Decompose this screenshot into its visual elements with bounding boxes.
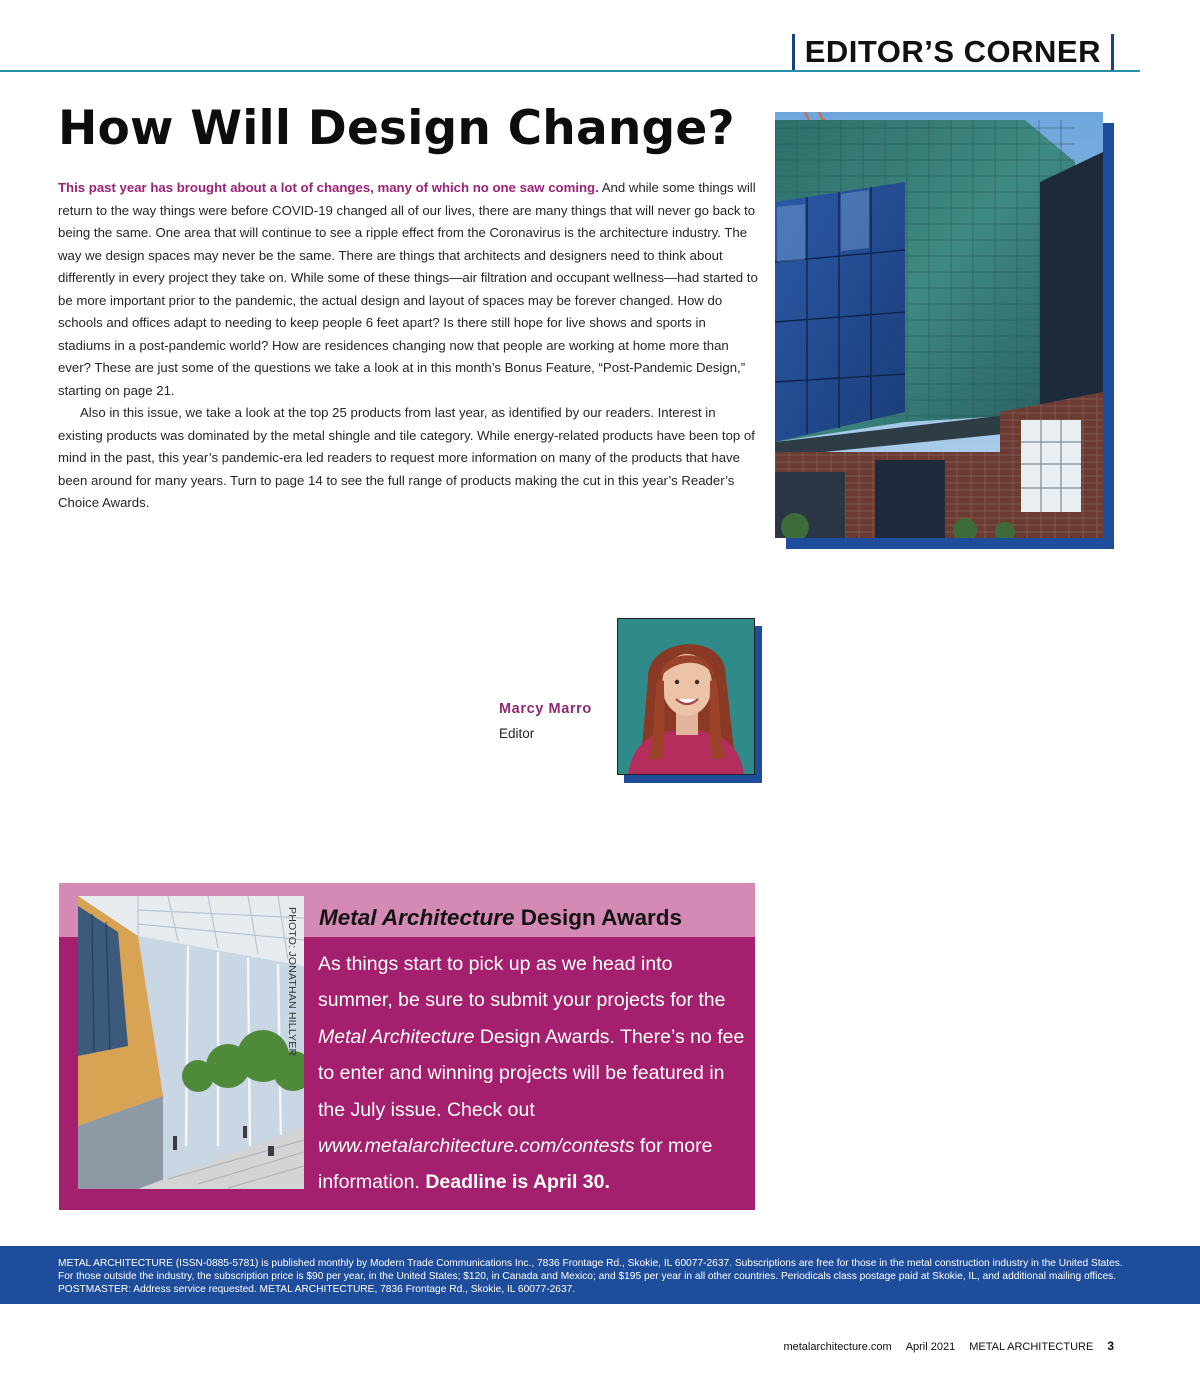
- section-tag: EDITOR’S CORNER: [792, 34, 1114, 70]
- awards-deadline: Deadline is April 30.: [425, 1171, 610, 1194]
- page-folio: [769, 1339, 1114, 1353]
- editor-name: Marcy Marro: [499, 701, 592, 717]
- awards-text-2: Design Awards. There’s no fee to enter and winning projects will be featured in the July issue. Check out: [318, 1025, 745, 1121]
- contests-link[interactable]: www.metalarchitecture.com/contests: [318, 1135, 635, 1158]
- awards-text-3: for more information.: [318, 1135, 713, 1194]
- building-photo: [775, 112, 1103, 538]
- awards-text-1: As things start to pick up as we head into summer, be sure to submit your projects for the: [318, 953, 726, 1012]
- design-awards-box: [59, 883, 755, 1210]
- awards-title: [319, 905, 682, 931]
- publication-info: METAL ARCHITECTURE (ISSN-0885-5781) is published monthly by Modern Trade Communications Inc., 7836 Frontage Rd., Skokie, IL 60077-2637. Subscriptions are free for those in the metal construction industry in the United States. For those outside the industry, the subscription price is $90 per year, in the United States; $120, in Canada and Mexico; and $195 per year in all other countries. Periodicals class postage paid at Skokie, IL, and additional mailing offices. POSTMASTER: Address service requested. METAL ARCHITECTURE, 7836 Frontage Rd., Skokie, IL 60077-2637.: [58, 1258, 1123, 1295]
- editor-title: Editor: [499, 726, 535, 741]
- awards-text-italic: Metal Architecture: [318, 1025, 475, 1048]
- paragraph-1-text: And while some things will return to the way things were before COVID-19 changed all of our lives, there are many things that will never go back to being the same. One area that will continue to see a ripple effect from the Coronavirus is the architecture industry. The way we design spaces may never be the same. There are things that architects and designers need to think about differently in every project they take on. While some of these things—air filtration and occupant wellness—had started to be more important prior to the pandemic, the actual design and layout of spaces may be forever changed. How do schools and offices adapt to needing to keep people 6 feet apart? Is there still hope for live shows and sports in stadiums in a post-pandemic world? How are residences changing now that people are working at home more than ever? These are just some of the questions we take a look at in this month’s Bonus Feature, “Post-Pandemic Design,” starting on page 21.: [58, 180, 758, 398]
- awards-text: [318, 946, 748, 1201]
- section-rule: [0, 70, 1140, 72]
- paragraph-1: [58, 177, 758, 402]
- folio-site[interactable]: metalarchitecture.com: [783, 1341, 892, 1353]
- folio-issue: April 2021: [905, 1341, 956, 1353]
- paragraph-2: Also in this issue, we take a look at the top 25 products from last year, as identified by our readers. Interest in existing products was dominated by the metal shingle and tile category. While energy-related products have been top of mind in the past, this year’s pandemic-era led readers to request more information on many of the products that have been around for many years. Turn to page 14 to see the full range of products making the cut in this year’s Reader’s Choice Awards.: [58, 405, 755, 510]
- awards-title-rest: Design Awards: [514, 905, 683, 930]
- awards-title-italic: Metal Architecture: [319, 905, 515, 930]
- awards-photo: [78, 896, 304, 1189]
- folio-magazine: METAL ARCHITECTURE: [969, 1341, 1094, 1353]
- editor-portrait: [617, 618, 755, 775]
- article-body: [58, 177, 758, 515]
- article-headline: How Will Design Change?: [58, 101, 735, 156]
- page-number: 3: [1107, 1339, 1114, 1353]
- photo-credit: PHOTO: JONATHAN HILLYER: [286, 907, 298, 1057]
- lead-sentence: This past year has brought about a lot of changes, many of which no one saw coming.: [58, 180, 599, 195]
